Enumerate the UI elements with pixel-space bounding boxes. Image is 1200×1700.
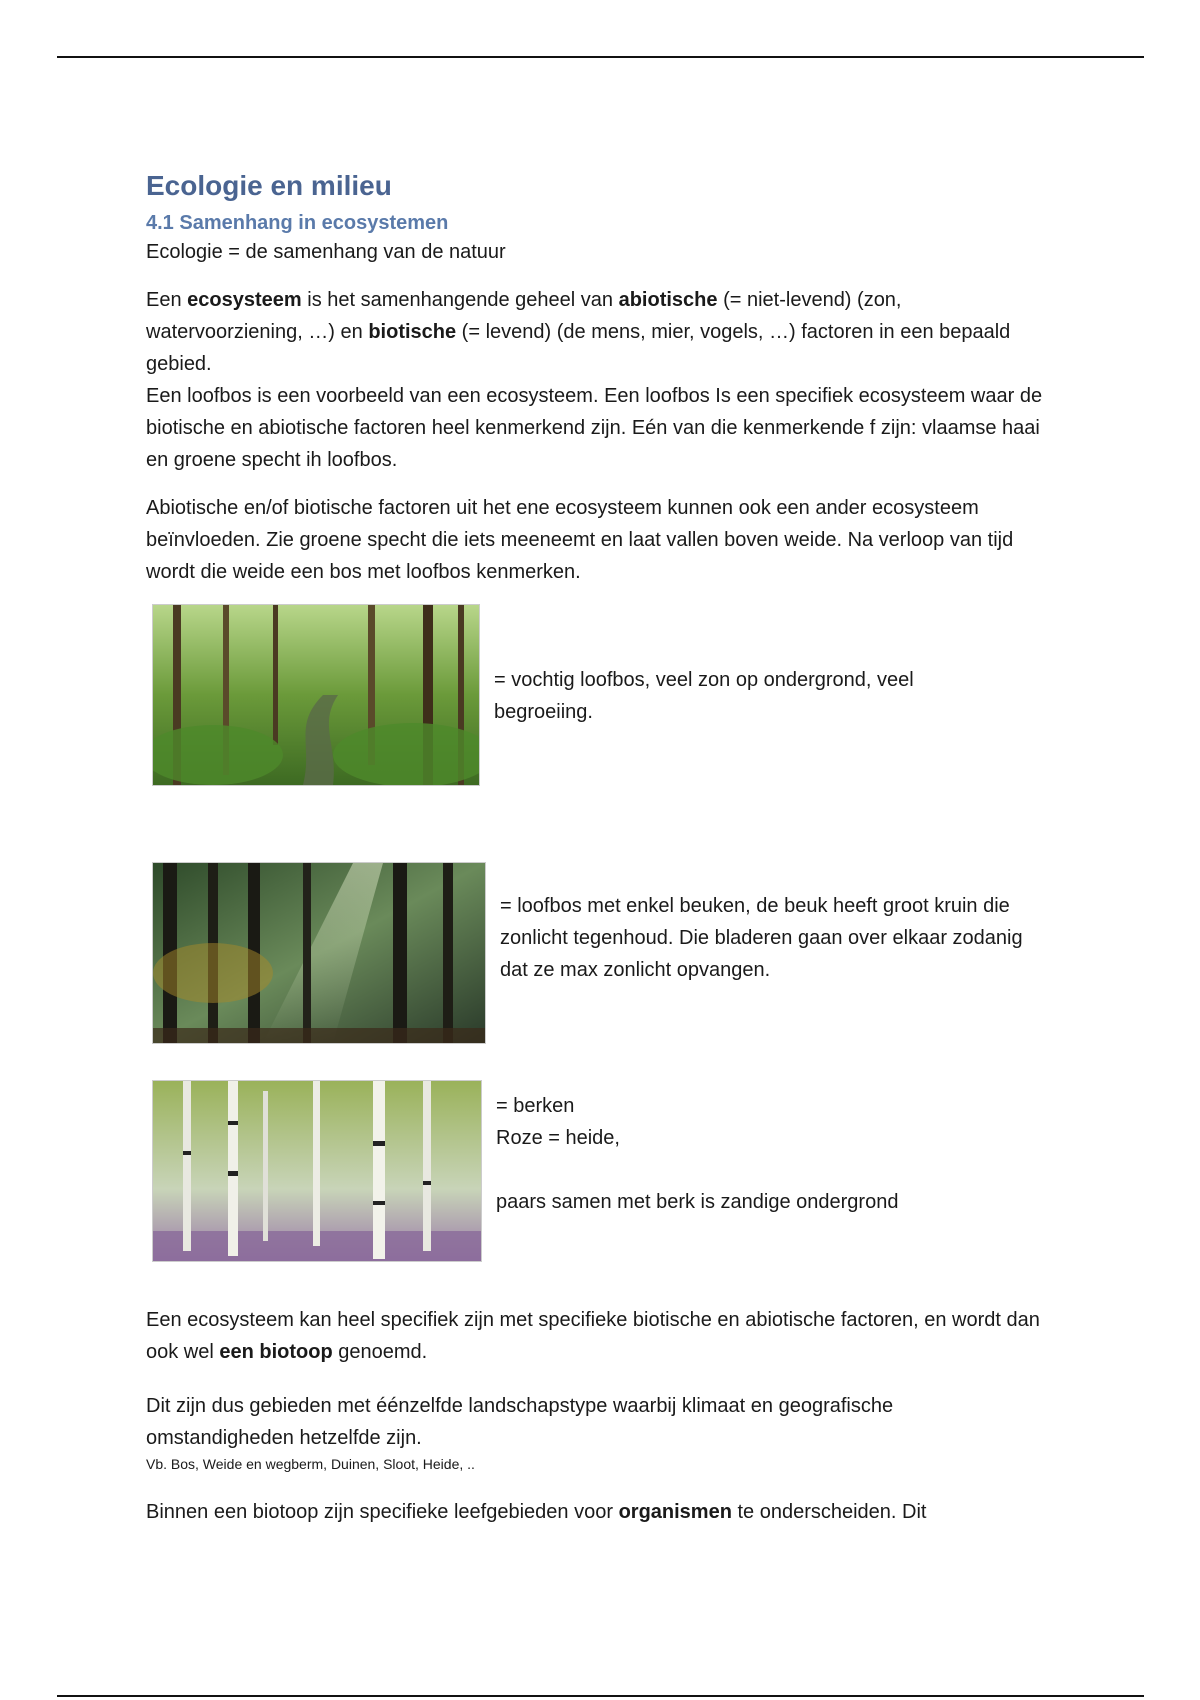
definition-ecologie: Ecologie = de samenhang van de natuur: [146, 241, 506, 263]
figure-row-1: [152, 604, 964, 786]
wet-forest-image: [152, 604, 480, 786]
examples-note: Vb. Bos, Weide en wegberm, Duinen, Sloot, Heide, ..: [146, 1456, 475, 1472]
page-title: Ecologie en milieu: [146, 170, 392, 201]
paragraph-ecosysteem: Een ecosysteem is het samenhangende geheel van abiotische (= niet-levend) (zon, watervoorziening, …) en biotische (= levend) (de mens, mier, vogels, …) factoren in een bepaald gebied.: [146, 289, 1011, 375]
footer-rule: [57, 1695, 1144, 1697]
figure-1-caption: = vochtig loofbos, veel zon op ondergrond, veel begroeiing.: [494, 669, 914, 723]
document-body: [146, 168, 1046, 588]
section-heading: 4.1 Samenhang in ecosystemen: [146, 212, 449, 234]
figure-row-2: [152, 862, 1040, 1044]
figure-3-caption: = berken Roze = heide, paars samen met berk is zandige ondergrond: [496, 1095, 899, 1213]
paragraph-biotoop: Een ecosysteem kan heel specifiek zijn met specifieke biotische en abiotische factoren, en wordt dan ook wel een biotoop genoemd.: [146, 1309, 1040, 1363]
header-rule: [57, 56, 1144, 58]
document-body-continued: [146, 1304, 1046, 1528]
paragraph-gebieden: Dit zijn dus gebieden met éénzelfde landschapstype waarbij klimaat en geografische omstandigheden hetzelfde zijn.: [146, 1395, 894, 1449]
birch-forest-image: [152, 1080, 482, 1262]
paragraph-loofbos: Een loofbos is een voorbeeld van een ecosysteem. Een loofbos Is een specifiek ecosysteem waar de biotische en abiotische factoren heel kenmerkend zijn. Eén van die kenmerkende f zijn: vlaamse haai en groene specht ih loofbos.: [146, 385, 1043, 471]
paragraph-invloed: Abiotische en/of biotische factoren uit het ene ecosysteem kunnen ook een ander ecosysteem beïnvloeden. Zie groene specht die iets meeneemt en laat vallen boven weide. Na verloop van tijd wordt die weide een bos met loofbos kenmerken.: [146, 497, 1014, 583]
figure-row-3: [152, 1080, 996, 1262]
figure-2-caption: = loofbos met enkel beuken, de beuk heeft groot kruin die zonlicht tegenhoud. Die bladeren gaan over elkaar zodanig dat ze max zonlicht opvangen.: [500, 895, 1023, 981]
paragraph-organismen: Binnen een biotoop zijn specifieke leefgebieden voor organismen te onderscheiden. Dit: [146, 1501, 927, 1523]
beech-forest-image: [152, 862, 486, 1044]
